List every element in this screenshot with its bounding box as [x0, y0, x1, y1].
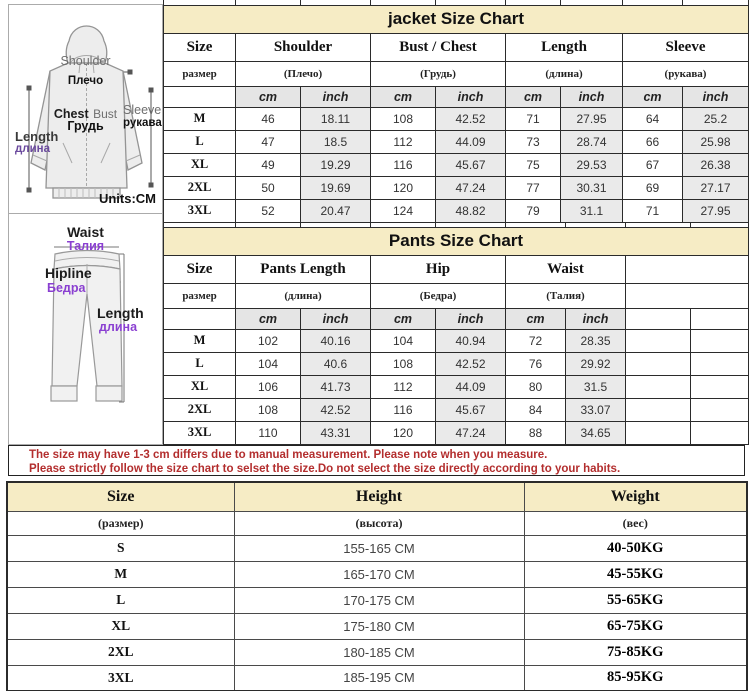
jacket-length-label-ru: длина: [15, 143, 51, 155]
size-cell: XL: [164, 153, 236, 176]
size-cell: 2XL: [7, 639, 234, 665]
col-header-empty-ru: [626, 283, 749, 308]
value-cell: 112: [371, 130, 436, 153]
size-cell: L: [164, 130, 236, 153]
col-header-weight: Weight: [524, 482, 747, 511]
notice-line-2: Please strictly follow the size chart to selset the size.Do not select the size directly according to your habits.: [29, 463, 621, 475]
value-cell: 71: [623, 199, 683, 222]
col-header-length-ru: (длина): [506, 61, 623, 86]
pants-waist-label: Waist: [67, 224, 104, 240]
value-cell: 110: [236, 421, 301, 444]
jacket-diagram-panel: [8, 4, 163, 214]
value-cell: 50: [236, 176, 301, 199]
col-header-bust-ru: (Грудь): [371, 61, 506, 86]
value-cell: 120: [371, 421, 436, 444]
table-row: [164, 352, 749, 375]
unit-cm: cm: [371, 308, 436, 329]
unit-cm: cm: [236, 86, 301, 107]
height-cell: 175-180 CM: [234, 613, 524, 639]
pants-size-table: [163, 222, 749, 445]
col-subheader-size-ru: (размер): [7, 511, 234, 535]
col-header-height: Height: [234, 482, 524, 511]
size-cell: 3XL: [164, 199, 236, 222]
height-cell: 180-185 CM: [234, 639, 524, 665]
value-cell: 40.16: [301, 329, 371, 352]
body-size-table: [6, 481, 748, 691]
value-cell: 124: [371, 199, 436, 222]
pants-length-label: Length: [97, 305, 144, 321]
value-cell: 27.95: [683, 199, 749, 222]
table-row: [164, 5, 749, 33]
value-cell: 47.24: [436, 421, 506, 444]
empty-cell: [626, 329, 691, 352]
value-cell: 48.82: [436, 199, 506, 222]
value-cell: 116: [371, 153, 436, 176]
value-cell: 72: [506, 329, 566, 352]
value-cell: 28.35: [566, 329, 626, 352]
value-cell: 34.65: [566, 421, 626, 444]
value-cell: 29.92: [566, 352, 626, 375]
value-cell: 104: [236, 352, 301, 375]
table-row: [7, 613, 747, 639]
table-row: [164, 398, 749, 421]
col-header-length: Length: [506, 33, 623, 61]
col-header-size: Size: [164, 255, 236, 283]
value-cell: 73: [506, 130, 561, 153]
value-cell: 31.5: [566, 375, 626, 398]
size-cell: 3XL: [7, 665, 234, 691]
col-header-pants-length-ru: (длина): [236, 283, 371, 308]
value-cell: 108: [371, 107, 436, 130]
units-label: Units:CM: [98, 191, 156, 206]
value-cell: 18.11: [301, 107, 371, 130]
weight-cell: 55-65KG: [524, 587, 747, 613]
unit-cm: cm: [371, 86, 436, 107]
unit-inch: inch: [566, 308, 626, 329]
value-cell: 47.24: [436, 176, 506, 199]
col-header-bust: Bust / Chest: [371, 33, 506, 61]
size-cell: 2XL: [164, 176, 236, 199]
pants-table-title: Pants Size Chart: [164, 227, 749, 255]
weight-cell: 45-55KG: [524, 561, 747, 587]
value-cell: 27.17: [683, 176, 749, 199]
size-cell: XL: [164, 375, 236, 398]
table-row: [164, 283, 749, 308]
value-cell: 18.5: [301, 130, 371, 153]
value-cell: 71: [506, 107, 561, 130]
empty-cell: [691, 352, 749, 375]
table-row: [164, 308, 749, 329]
table-row: [7, 639, 747, 665]
value-cell: 67: [623, 153, 683, 176]
col-header-waist-ru: (Талия): [506, 283, 626, 308]
col-header-size: Size: [7, 482, 234, 511]
empty-cell: [626, 398, 691, 421]
unit-cm: cm: [623, 86, 683, 107]
value-cell: 30.31: [561, 176, 623, 199]
value-cell: 84: [506, 398, 566, 421]
table-row: [164, 329, 749, 352]
col-header-hip: Hip: [371, 255, 506, 283]
table-row: [164, 176, 749, 199]
table-row: [164, 227, 749, 255]
table-row: [164, 33, 749, 61]
pants-waist-label-ru: Талия: [66, 239, 105, 253]
size-cell: S: [7, 535, 234, 561]
empty-cell: [626, 352, 691, 375]
size-cell: L: [7, 587, 234, 613]
pants-hip-label: Hipline: [45, 265, 92, 281]
value-cell: 49: [236, 153, 301, 176]
jacket-sleeve-label-ru: рукава: [123, 117, 162, 129]
height-cell: 165-170 CM: [234, 561, 524, 587]
pants-diagram-panel: [8, 213, 163, 445]
empty-cell: [691, 421, 749, 444]
value-cell: 80: [506, 375, 566, 398]
value-cell: 79: [506, 199, 561, 222]
col-header-shoulder: Shoulder: [236, 33, 371, 61]
table-row: [164, 61, 749, 86]
value-cell: 40.94: [436, 329, 506, 352]
size-cell: M: [164, 107, 236, 130]
jacket-shoulder-label-ru: Плечо: [67, 75, 104, 87]
value-cell: 46: [236, 107, 301, 130]
size-cell: 2XL: [164, 398, 236, 421]
col-subheader-height-ru: (высота): [234, 511, 524, 535]
col-header-sleeve-ru: (рукава): [623, 61, 749, 86]
measurement-notice: [8, 445, 745, 476]
jacket-sleeve-label: Sleeve: [123, 103, 162, 117]
unit-inch: inch: [436, 308, 506, 329]
value-cell: 26.38: [683, 153, 749, 176]
size-cell: XL: [7, 613, 234, 639]
table-row: [164, 153, 749, 176]
notice-line-1: The size may have 1-3 cm differs due to manual measurement. Please note when you measure.: [29, 449, 548, 461]
value-cell: 29.53: [561, 153, 623, 176]
weight-cell: 65-75KG: [524, 613, 747, 639]
chest-en: Chest: [53, 107, 89, 121]
value-cell: 41.73: [301, 375, 371, 398]
col-subheader-weight-ru: (вес): [524, 511, 747, 535]
value-cell: 108: [236, 398, 301, 421]
table-row: [7, 561, 747, 587]
value-cell: 20.47: [301, 199, 371, 222]
unit-inch: inch: [683, 86, 749, 107]
weight-cell: 40-50KG: [524, 535, 747, 561]
table-row: [7, 665, 747, 691]
size-cell: M: [164, 329, 236, 352]
value-cell: 44.09: [436, 375, 506, 398]
col-header-size: Size: [164, 33, 236, 61]
value-cell: 66: [623, 130, 683, 153]
pants-length-label-ru: длина: [99, 320, 138, 334]
table-row: [164, 255, 749, 283]
table-row: [7, 511, 747, 535]
value-cell: 19.29: [301, 153, 371, 176]
value-cell: 45.67: [436, 398, 506, 421]
col-header-size-ru: размер: [164, 61, 236, 86]
unit-cm: cm: [506, 308, 566, 329]
size-cell: L: [164, 352, 236, 375]
table-row: [7, 587, 747, 613]
value-cell: 33.07: [566, 398, 626, 421]
table-row: [164, 375, 749, 398]
value-cell: 40.6: [301, 352, 371, 375]
value-cell: 45.67: [436, 153, 506, 176]
value-cell: 47: [236, 130, 301, 153]
jacket-size-table: [163, 0, 749, 223]
value-cell: 42.52: [436, 107, 506, 130]
size-cell: 3XL: [164, 421, 236, 444]
value-cell: 75: [506, 153, 561, 176]
value-cell: 42.52: [436, 352, 506, 375]
col-header-hip-ru: (Бедра): [371, 283, 506, 308]
value-cell: 76: [506, 352, 566, 375]
value-cell: 43.31: [301, 421, 371, 444]
unit-cm: cm: [506, 86, 561, 107]
col-header-shoulder-ru: (Плечо): [236, 61, 371, 86]
table-row: [164, 421, 749, 444]
jacket-chest-label-ru: Грудь: [67, 119, 104, 133]
height-cell: 185-195 CM: [234, 665, 524, 691]
value-cell: 64: [623, 107, 683, 130]
col-header-pants-length: Pants Length: [236, 255, 371, 283]
value-cell: 116: [371, 398, 436, 421]
value-cell: 77: [506, 176, 561, 199]
value-cell: 108: [371, 352, 436, 375]
value-cell: 112: [371, 375, 436, 398]
unit-inch: inch: [561, 86, 623, 107]
empty-cell: [691, 329, 749, 352]
value-cell: 69: [623, 176, 683, 199]
value-cell: 27.95: [561, 107, 623, 130]
empty-cell: [626, 375, 691, 398]
value-cell: 52: [236, 199, 301, 222]
unit-inch: inch: [301, 308, 371, 329]
height-cell: 155-165 CM: [234, 535, 524, 561]
value-cell: 102: [236, 329, 301, 352]
table-row: [164, 107, 749, 130]
table-row: [7, 535, 747, 561]
value-cell: 44.09: [436, 130, 506, 153]
value-cell: 31.1: [561, 199, 623, 222]
height-cell: 170-175 CM: [234, 587, 524, 613]
empty-cell: [691, 375, 749, 398]
value-cell: 88: [506, 421, 566, 444]
weight-cell: 75-85KG: [524, 639, 747, 665]
jacket-table-title: jacket Size Chart: [164, 5, 749, 33]
unit-inch: inch: [436, 86, 506, 107]
jacket-length-label: Length: [15, 129, 59, 144]
bust-en: Bust: [93, 107, 118, 121]
table-row: [7, 482, 747, 511]
value-cell: 25.2: [683, 107, 749, 130]
col-header-waist: Waist: [506, 255, 626, 283]
table-row: [164, 130, 749, 153]
unit-cm: cm: [236, 308, 301, 329]
size-cell: M: [7, 561, 234, 587]
col-header-empty: [626, 255, 749, 283]
value-cell: 104: [371, 329, 436, 352]
jacket-shoulder-label: Shoulder: [60, 54, 111, 68]
unit-inch: inch: [301, 86, 371, 107]
value-cell: 19.69: [301, 176, 371, 199]
weight-cell: 85-95KG: [524, 665, 747, 691]
col-header-size-ru: размер: [164, 283, 236, 308]
table-row: [164, 199, 749, 222]
value-cell: 120: [371, 176, 436, 199]
value-cell: 42.52: [301, 398, 371, 421]
value-cell: 106: [236, 375, 301, 398]
pants-hip-label-ru: Бедра: [47, 281, 86, 295]
table-row: [164, 86, 749, 107]
value-cell: 28.74: [561, 130, 623, 153]
empty-cell: [626, 421, 691, 444]
col-header-sleeve: Sleeve: [623, 33, 749, 61]
value-cell: 25.98: [683, 130, 749, 153]
empty-cell: [691, 398, 749, 421]
